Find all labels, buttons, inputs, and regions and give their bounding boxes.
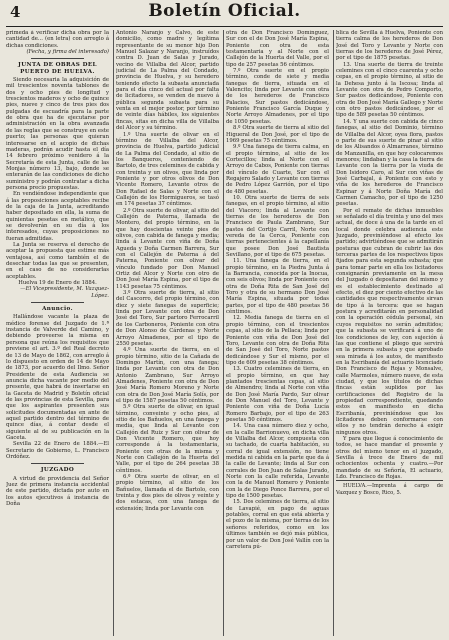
paragraph: 14. Y una suerte con cabida de cinco fanegas, al sitio del Dominio, término de Villalba del Alcor, oyea flora, pastos o parte de sus suerte de pinar al sitio de los Alisandos ó Almarranes, término de Manzanilla, en que hoy colocaremos menores; lindaban y la casa la tierra de Levante con la tierra por la viuda de Don Isidoro Caro, al Sur con viñas de José Carbajal, á Poniente con esto y viña de los herederos de Francisco Espinar y á Norte Doña María del Carmen Camacho, por el tipo de 1250 pesetas. — [336, 118, 443, 208]
printer-imprint: HUELVA.—Imprenta á cargo de Vazquez y Bosco, Rico, 5. — [336, 480, 443, 496]
signature: —El Vicepresidente, M. Vazquez-López. — [20, 286, 109, 299]
paragraph: A virtud de providencia del Señor Juez de primera instancia accidental de este partido, dictada por auto en los autos ejecutivos á instancia de Doña — [6, 475, 109, 508]
paragraph: 8.º Otra suerte de tierra al sitio del Higueral de Don José, por el tipo de 1969 pesetas 75 céntimos. — [226, 125, 329, 144]
section-heading: Anuncio. — [42, 306, 73, 313]
paragraph: 11. Una fanega de tierra, en el propio término, en la Piedra Junta á la Barrancia, conocida por la Inocua, con seis olivos; linda por Poniente con otra de Doña Rita de San José del Toro y otra de su hermano Don José María Espina, situada por todas partes, por el tipo de 480 pesetas 56 céntimos. — [226, 258, 329, 316]
paragraph: Siendo necesaria la adquisición de mil trescientos noventa tablones de dos y ocho pies de longitud y trescientos maderos y ocho de quince pies, nueve y cinco de tres pies dos pulgadas de escuadría para la parte de obra que ha de ejecutarse por administración en la obra avanzada de las reglas que se construye en este puerto; las personas que quieran interesarse en el acopio de dichas maderas, podrán acudir hasta el día 14 febrero próximo venidero á la Secretaría de esta Junta, calle de las Monjas número 13, bajo, donde se enterarán de las condiciones de dicho suministro y podrán contratar a dicha persona precio propuestas. — [6, 77, 109, 191]
section-heading: JUNTA DE OBRAS DEL PUERTO DE HUELVA. — [18, 62, 97, 75]
paragraph: 14. Una casa número diez y ocho, en la calle Barrionuevo, en dicha villa de Villalba del Alcor, compuesta con su tachado, de cuarta habitación, su corral de igual extensión, no tiene medida ni cabida en la parte que da á la calle de Levante; linda al Sur con corrales de Don Juan de Salas Jurado, Norte con la calle referida, Levante con la de Manuel Romero y Poniente con la de Diego Ponce Barrera, por el tipo de 1500 pesetas. — [226, 423, 329, 500]
divider — [31, 58, 84, 59]
paragraph: En vendiéndose independiente que á las proposiciones aceptables recibe de la caja de la Junta, acreditando haber depositado en ella, la suma de quinientas pesetas en metálico, que se devolverán en su día á los interesados, cuyas proposiciones no fueran admitidas. — [6, 191, 109, 242]
paragraph: Antonio Naranjo y Calvo, de este domicilio, como madre y legítima representante de su menor hijo Don Manuel Salazar y Naranjo, instruídos contra D. Juan de Salas y Jurado, vecino de Villalba del Alcor, partido judicial de La Palma del Condado, provincia de Huelva, y su heredero teniendo efecto la subasta anunciada para el día cinco del actual por falta de licitadores, se venden de nuevo á pública segunda subasta para su venta en el mejor postor, por término de veinte días hábiles, los siguientes fincas, sitas en dicha villa de Villalba del Alcor y su término. — [116, 30, 219, 132]
paragraph: 6.º Otra suerte de olivar, en el propio término, al sitio de los Bañuelos, llamada el de Bartolo, con treinta y dos pies de olivos y veinte y dos estacas, con una fanega de extensión; linda por Levante con — [116, 474, 219, 512]
paragraph: 5.º Otra suerte de olivar, en igual término, conveinte y ocho pies, al sitio de los Bañuelos, en una fanega y media, que linda al Levante con Callejón del Ruiz y Sur con olivar de Don Vicente Romero, que hoy corresponde á la testamentaria, Poniente con otras de la misma y Norte con Callejón de la Huerta del Valle, por el tipo de 264 pesetas 38 céntimos. — [116, 404, 219, 474]
paragraph: 3.º Otra suerte de tierra, al sitio del Cascorro, del propio término, con diez y siete fanegas de superficie; linda por Levante con otra de Don José del Toro, Sur partoro Ferrocarril de los Carboneros, Poniente con otra de Don Alonso de Cárdenas y Norte Arroyo Almadenes, por el tipo de 2550 pesetas. — [116, 290, 219, 347]
page-number: 4 — [10, 3, 21, 21]
paragraph: 13. Cuatro celemines de tierra, en el propio término, en que hay plantados trescientas cepas, al sitio de Almendro; linda al Norte con viña de Don José María Pardo, Sur olivar de Don Manuel del Toro, Levante y Poniente con viña de Doña Lucía Romero Barbajo, por el tipo de 263 pesetas 50 céntimos. — [226, 366, 329, 423]
paragraph: 15. Dos celemines de tierra, al sitio de Lavapié, en pago de aguas potables, corral en que está abierta y el pozo de la misma, por tierras de los señores referidos, como en los últimos también se dejó más pública, por un valor de Don José Vallín con la carretera pú- — [226, 499, 329, 550]
paragraph: Por el remate de dichas inmuebles se señalado el día treinta y uno del mes actual, de doce á una de la tarde en el local donde celebra audiencia este Juzgado, previniéndose al efecto los partido; advirtiéndose que se admitirán posturas que cubran de cubrir las dos terceras partes de los respectivos tipos fijados para esta segunda subasta; que para tomar parte en ella los licitadores consignarán previamente en la mesa del Juzgado ó depositaran del mismo y es el establecimiento destinado al efecto, el diez por ciento efectivo de las cantidades que respectivamente sirvan de tipo á la tercera: que se hagan postura y acreditarán en personalidad con la operación cédula personal, sin cuyos requisitos no serán admitidos; que la subasta se verificará á uno de los condiciones de ley, con sujeción á las que contiene el pliego que servirá en la primera subasta y que aprobado sea mirada á los autos, de manifiesto en la Escribanía del actuario licenciado Don Francisco de Rojas y Monsalve, calle Marmoles, número nueve, de esta ciudad, y que los títulos de dichas fincas están suplidos por las certificaciones del Registro de la propiedad correspondiente, quedando estos en manifiesto en dicha Escribanía, previniéndose que los licitadores deben conformarse con ellos y no tendrán derecho á exigir ningunos otros. — [336, 207, 443, 436]
section-heading: JUZGADO — [40, 467, 75, 474]
paragraph: (Fecha, y firma del interesado) — [26, 49, 109, 56]
paragraph: primeda á verificar dicha obra por la cantidad de... (en letra) con arreglo á dichas condiciones. — [6, 30, 109, 49]
paragraph: La Junta se reserva el derecho de aceptar la propuesta que estime más ventajosa, así como también el de desechar todas las que se presenten, en el caso de no considerarlas aceptables. — [6, 242, 109, 280]
divider — [31, 463, 84, 464]
paragraph: 1.º Una suerte de olivar en el término de Villalba del Alcor, provincia de Huelva, partido judicial de La Palma del Condado, al sitio de los Banqueros, conteniendo de Bartolo, de tres celemines de cabida y con treinta y un olivos, que linda por Poniente y por otros olivos de Don Vicente Romero, Levante otros de Don Rafael de Salas y Norte con el Callejón de los Hormigueros, se tasó en 174 pesetas 37 céntimos. — [116, 131, 219, 208]
column-2 — [116, 30, 219, 636]
paragraph: otra de Don Francisco Domínguez, Sur con el de Don José María Espina, Poniente con otra de esta testamentaria y al Norte con el Callejón de la Huerta del Valle, por el tipo de 257 pesetas 56 céntimos. — [226, 30, 329, 68]
paragraph: 2.º Otra suerte de olivar, al sitio del Callejón de Paterna, llamada de Montero, del propio término, en la que hay doscientas veinte pies de olivos, con cabida de fanega y media; linda á Levante con viña de Doña Agueda y Doña Carmen Barrera, Sur con el Callejón de Paterna á del Paterna, Poniente con olivar del vínculo fundado por Don Manuel Ortiz del Alcor y Norte con otro de Don José María Espina, por el tipo de 1143 pesetas 75 céntimos. — [116, 207, 219, 290]
publication-title: Boletín Oficial. — [148, 1, 301, 21]
columns — [6, 30, 443, 636]
paragraph: blica de Sevilla á Huelva, Poniente con tierra calma de los herederos de Don José del Toro y Levante y Norte con tierras de los herederos de José Pérez, por el tipo de 1875 pesetas. — [336, 30, 443, 62]
column-rule — [223, 30, 224, 636]
divider — [31, 302, 84, 303]
paragraph: 7.º Otra suerte en el propio término, conde de siete y media fanegas de tierra, situada en el Valencito; linda por Levante con otra de los herederos de Francisco Palacios, Sur pastos dedicándose, Poniente Francisco García Duque y Norte Arroyo Almadenes, por el tipo de 1050 pesetas. — [226, 68, 329, 125]
column-3 — [226, 30, 329, 636]
date-line: Huelva 19 de Enero de 1884. — [18, 280, 97, 287]
page-header — [6, 0, 443, 27]
column-4 — [336, 30, 443, 636]
paragraph: Hallándose vacante la plaza de médico forense del Juzgado de 1.ª instancia de Valverde del Camino, y debiendo proveerse la misma en persona que reúna los requisitos que previene el art. 3.º del Real decreto de 13 de Mayo de 1862, con arreglo á lo dispuesto en orden de 14 de Mayo de 1873, por acuerdo del Ilmo. Señor Presidente de esta Audiencia se anuncia dicha vacante por medio del presente, que habrá de insertarse en la Gaceta de Madrid y Boletín oficial de las provincias de esta Sevilla, para que los aspirantes presenten sus solicitudes documentadas en ante de aquel partido dentro del término de quince días, á contar desde el siguiente al de su publicación en la Gaceta. — [6, 314, 109, 441]
paragraph: 9.º Una fanega de tierra calma, en el propio término, al sitio de los Cortecillos; linda al Norte con el Arroyo de Cabos, Poniente con tierras del vínculo de Cuarte, Sur con el Regajero Salado y Levante con tierras de Pedro López Garrión, por el tipo de 480 pesetas. — [226, 144, 329, 195]
paragraph: 13. Una suerte de tierra de treinte celemines con el cinco cuarenta y ocho cepas, en el propio término, al sitio de la Dehesa junto á la Iscosa; linda al Levante con otra de Pedro Comporto, Sur pastos dedicándose, Poniente con otra de Don José María Gallego y Norte con otro pastos dedicándose, por el tipo de 589 pesetas 50 céntimos. — [336, 61, 443, 119]
paragraph: Sevilla 22 de Enero de 1884.—El Secretario de Gobierno, L. Francisco Ordóñez. — [6, 441, 109, 460]
column-rule — [113, 30, 114, 636]
column-rule — [333, 30, 334, 636]
paragraph: Y para que llegue á conocimiento de todos, se hace mandar el presente y otros del mismo tenor en el juzgado, Sevilla á trece de Enero de mil ochocientos ochenta y cuatro.—Por mandado de su Señoría, El actuario, Ldo. Francisco de Rojas. — [336, 436, 443, 481]
paragraph: 4.º Una suerte de tierra, en el propio término, sitio de la Cañada de Domingo Martín, con una fanega; linda por Levante con otra de Don Antonio Zambrano, Sur Arroyo Almadenes, Poniente con otra de Don José María Romero Moreno y Norte con otra de Don José María Solís, por el tipo de 1587 pesetas 50 céntimos. — [116, 347, 219, 404]
paragraph: 10. Otra suerte de tierra de seis fanegas, en el propio término, al sitio del Viacoro; linda al Levante con tierras de los herederos de Don Francisco de Paula Zambrano, Sur pastos del Cortijo Carril, Norte con vereda de la Cerca, Poniente con tierras pertenecientes á la capellanía que posee Don José Bautista Sevillano, por el tipo de 675 pesetas. — [226, 194, 329, 259]
paragraph: 12. Media fanega de tierra en el propio término, con el trescientos cepas, al sitio de la Pellaca; linda por Poniente con viña de Don José del Toro, Levante con otra de Doña Rita de San José del Toro, Norte pastos dedicándose y Sur el mismo, por el tipo de 609 pesetas 38 céntimos. — [226, 315, 329, 366]
column-1 — [6, 30, 109, 636]
